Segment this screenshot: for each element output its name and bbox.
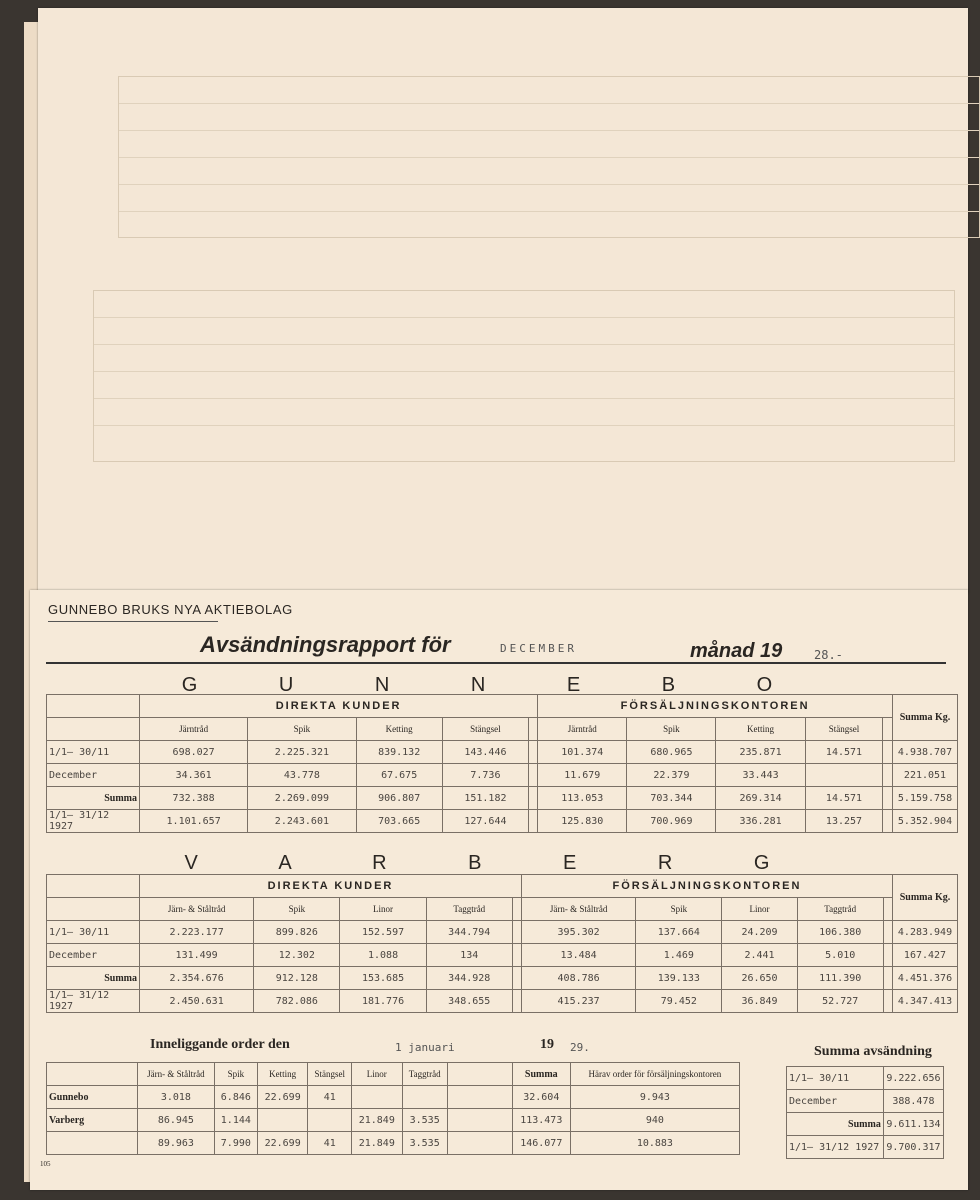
blank-cell [883, 810, 893, 833]
value-cell: 101.374 [538, 741, 627, 764]
value-cell: 14.571 [805, 787, 883, 810]
blank-cell [529, 741, 538, 764]
value-cell: 1.144 [214, 1109, 257, 1132]
column-header: Linor [722, 898, 797, 921]
value-cell: 344.928 [426, 967, 512, 990]
value-cell: 388.478 [883, 1090, 943, 1113]
order-column-header: Ketting [257, 1063, 308, 1086]
value-cell: 139.133 [636, 967, 722, 990]
column-header: Spik [636, 898, 722, 921]
column-header: Spik [254, 898, 340, 921]
table-row [47, 764, 958, 787]
value-cell: 151.182 [442, 787, 528, 810]
column-header: Ketting [716, 718, 805, 741]
blank-cell [883, 990, 892, 1013]
row-label: December [47, 944, 140, 967]
ghost-table [93, 290, 955, 462]
value-cell: 22.379 [627, 764, 716, 787]
row-label: Summa [47, 967, 140, 990]
blank-cell [883, 787, 893, 810]
value-cell: 2.354.676 [140, 967, 254, 990]
value-cell: 113.053 [538, 787, 627, 810]
value-cell: 269.314 [716, 787, 805, 810]
column-header: Järn- & Ståltråd [140, 898, 254, 921]
row-label: 1/1— 31/12 1927 [47, 810, 140, 833]
column-header: Taggtråd [797, 898, 883, 921]
value-cell: 344.794 [426, 921, 512, 944]
value-cell: 41 [308, 1086, 352, 1109]
blank-cell [883, 921, 892, 944]
blank-cell [447, 1063, 512, 1086]
column-header: Järn- & Ståltråd [521, 898, 635, 921]
value-cell: 36.849 [722, 990, 797, 1013]
blank-cell [883, 967, 892, 990]
blank-cell [512, 921, 521, 944]
value-cell: 125.830 [538, 810, 627, 833]
table-row [47, 1132, 740, 1155]
blank-cell [529, 810, 538, 833]
value-cell: 700.969 [627, 810, 716, 833]
value-cell: 43.778 [248, 764, 356, 787]
order-column-header: Järn- & Ståltråd [138, 1063, 215, 1086]
order-year-label: 19 [540, 1037, 554, 1052]
blank-cell [529, 718, 538, 741]
column-header: Järntråd [538, 718, 627, 741]
year-typed: 28.- [814, 648, 843, 662]
value-cell: 111.390 [797, 967, 883, 990]
value-cell: 2.223.177 [140, 921, 254, 944]
order-table [46, 1062, 740, 1155]
value-cell: 89.963 [138, 1132, 215, 1155]
value-cell: 13.257 [805, 810, 883, 833]
table-row [47, 990, 958, 1013]
value-cell: 127.644 [442, 810, 528, 833]
value-cell: 782.086 [254, 990, 340, 1013]
forsalj-header: FÖRSÄLJNINGSKONTOREN [521, 875, 892, 898]
column-header: Stängsel [442, 718, 528, 741]
order-column-header: Linor [352, 1063, 403, 1086]
blank-cell [529, 787, 538, 810]
forsalj-header: FÖRSÄLJNINGSKONTOREN [538, 695, 893, 718]
value-cell: 106.380 [797, 921, 883, 944]
summa-kg-header: Summa Kg. [893, 875, 958, 921]
value-cell: 131.499 [140, 944, 254, 967]
value-cell: 11.679 [538, 764, 627, 787]
value-cell: 336.281 [716, 810, 805, 833]
value-cell: 703.665 [356, 810, 442, 833]
gunnebo-table [46, 694, 958, 833]
value-cell: 2.450.631 [140, 990, 254, 1013]
value-cell: 21.849 [352, 1109, 403, 1132]
value-cell: 12.302 [254, 944, 340, 967]
blank-cell [512, 944, 521, 967]
blank-cell [447, 1109, 512, 1132]
value-cell: 698.027 [140, 741, 248, 764]
blank-cell [47, 718, 140, 741]
table-row [787, 1067, 944, 1090]
value-cell: 395.302 [521, 921, 635, 944]
value-cell: 912.128 [254, 967, 340, 990]
order-year-typed: 29. [570, 1041, 590, 1054]
sum-cell: 146.077 [512, 1132, 570, 1155]
value-cell: 21.849 [352, 1132, 403, 1155]
value-cell: 152.597 [340, 921, 426, 944]
value-cell: 3.535 [402, 1132, 447, 1155]
sum-cell: 5.159.758 [893, 787, 958, 810]
harav-cell: 9.943 [570, 1086, 739, 1109]
value-cell: 2.441 [722, 944, 797, 967]
table-row [47, 967, 958, 990]
value-cell: 137.664 [636, 921, 722, 944]
column-header: Ketting [356, 718, 442, 741]
value-cell: 408.786 [521, 967, 635, 990]
value-cell: 3.018 [138, 1086, 215, 1109]
sum-cell: 113.473 [512, 1109, 570, 1132]
value-cell [402, 1086, 447, 1109]
value-cell: 33.443 [716, 764, 805, 787]
table-row [787, 1136, 944, 1159]
order-date-typed: 1 januari [395, 1041, 455, 1054]
blank-cell [883, 741, 893, 764]
blank-cell [883, 764, 893, 787]
varberg-table [46, 874, 958, 1013]
value-cell: 24.209 [722, 921, 797, 944]
value-cell: 134 [426, 944, 512, 967]
value-cell: 732.388 [140, 787, 248, 810]
row-label: December [787, 1090, 884, 1113]
table-row [47, 741, 958, 764]
value-cell: 7.736 [442, 764, 528, 787]
value-cell: 2.243.601 [248, 810, 356, 833]
direkta-header: DIREKTA KUNDER [140, 695, 538, 718]
ghost-table [118, 76, 980, 238]
row-label: 1/1— 30/11 [787, 1067, 884, 1090]
value-cell: 22.699 [257, 1086, 308, 1109]
value-cell: 680.965 [627, 741, 716, 764]
row-label: 1/1— 30/11 [47, 921, 140, 944]
value-cell: 3.535 [402, 1109, 447, 1132]
value-cell: 34.361 [140, 764, 248, 787]
blank-cell [512, 967, 521, 990]
row-label: Summa [47, 787, 140, 810]
order-column-header: Taggtråd [402, 1063, 447, 1086]
value-cell: 153.685 [340, 967, 426, 990]
sum-cell: 4.283.949 [893, 921, 958, 944]
table-row [47, 810, 958, 833]
sum-cell: 221.051 [893, 764, 958, 787]
summa-avs-title: Summa avsändning [814, 1044, 932, 1059]
value-cell: 9.222.656 [883, 1067, 943, 1090]
report-page [30, 590, 968, 1190]
value-cell [308, 1109, 352, 1132]
report-title: Avsändningsrapport för [200, 632, 451, 657]
value-cell: 2.269.099 [248, 787, 356, 810]
direkta-header: DIREKTA KUNDER [140, 875, 522, 898]
value-cell [805, 764, 883, 787]
blank-cell [512, 990, 521, 1013]
row-label: Summa [787, 1113, 884, 1136]
harav-cell: 10.883 [570, 1132, 739, 1155]
value-cell: 86.945 [138, 1109, 215, 1132]
value-cell: 67.675 [356, 764, 442, 787]
blank-cell [47, 875, 140, 898]
table-row [47, 1109, 740, 1132]
table-row [47, 787, 958, 810]
sum-cell: 4.451.376 [893, 967, 958, 990]
value-cell: 6.846 [214, 1086, 257, 1109]
order-title: Inneliggande order den [150, 1037, 290, 1052]
value-cell: 14.571 [805, 741, 883, 764]
value-cell: 41 [308, 1132, 352, 1155]
order-harav-header: Härav order för försäljningskontoren [570, 1063, 739, 1086]
column-header: Spik [627, 718, 716, 741]
row-label: Gunnebo [47, 1086, 138, 1109]
table-row [47, 1086, 740, 1109]
back-sheet-mirrored [38, 8, 968, 593]
sum-cell: 32.604 [512, 1086, 570, 1109]
value-cell: 1.101.657 [140, 810, 248, 833]
blank-cell [47, 1063, 138, 1086]
month-label: månad 19 [690, 640, 783, 662]
value-cell: 415.237 [521, 990, 635, 1013]
blank-cell [47, 898, 140, 921]
column-header: Linor [340, 898, 426, 921]
order-column-header: Stängsel [308, 1063, 352, 1086]
sum-cell: 5.352.904 [893, 810, 958, 833]
column-header: Järntråd [140, 718, 248, 741]
month-typed: DECEMBER [500, 642, 577, 655]
value-cell: 1.088 [340, 944, 426, 967]
value-cell: 181.776 [340, 990, 426, 1013]
blank-cell [447, 1086, 512, 1109]
varberg-heading: V A R B E R G [184, 852, 808, 874]
summa-avs-table [786, 1066, 944, 1159]
blank-cell [883, 944, 892, 967]
sum-cell: 167.427 [893, 944, 958, 967]
order-summa-header: Summa [512, 1063, 570, 1086]
blank-cell [883, 718, 893, 741]
table-row [787, 1090, 944, 1113]
row-label [47, 1132, 138, 1155]
sum-cell: 4.347.413 [893, 990, 958, 1013]
value-cell: 899.826 [254, 921, 340, 944]
value-cell [352, 1086, 403, 1109]
value-cell: 1.469 [636, 944, 722, 967]
row-label: Varberg [47, 1109, 138, 1132]
blank-cell [883, 898, 892, 921]
sum-cell: 4.938.707 [893, 741, 958, 764]
value-cell: 235.871 [716, 741, 805, 764]
value-cell: 143.446 [442, 741, 528, 764]
harav-cell: 940 [570, 1109, 739, 1132]
footer-code: 105 [40, 1160, 51, 1168]
value-cell: 9.611.134 [883, 1113, 943, 1136]
value-cell: 7.990 [214, 1132, 257, 1155]
row-label: 1/1— 30/11 [47, 741, 140, 764]
value-cell: 839.132 [356, 741, 442, 764]
company-name: GUNNEBO BRUKS NYA AKTIEBOLAG [48, 602, 293, 617]
order-column-header: Spik [214, 1063, 257, 1086]
value-cell: 22.699 [257, 1132, 308, 1155]
value-cell: 52.727 [797, 990, 883, 1013]
blank-cell [512, 898, 521, 921]
table-row [787, 1113, 944, 1136]
summa-kg-header: Summa Kg. [893, 695, 958, 741]
column-header: Spik [248, 718, 356, 741]
table-row [47, 921, 958, 944]
value-cell: 2.225.321 [248, 741, 356, 764]
value-cell [257, 1109, 308, 1132]
blank-cell [47, 695, 140, 718]
value-cell: 906.807 [356, 787, 442, 810]
value-cell: 13.484 [521, 944, 635, 967]
column-header: Taggtråd [426, 898, 512, 921]
blank-cell [447, 1132, 512, 1155]
column-header: Stängsel [805, 718, 883, 741]
table-row [47, 944, 958, 967]
row-label: 1/1— 31/12 1927 [787, 1136, 884, 1159]
value-cell: 26.650 [722, 967, 797, 990]
blank-cell [529, 764, 538, 787]
value-cell: 5.010 [797, 944, 883, 967]
value-cell: 79.452 [636, 990, 722, 1013]
row-label: December [47, 764, 140, 787]
value-cell: 703.344 [627, 787, 716, 810]
value-cell: 9.700.317 [883, 1136, 943, 1159]
row-label: 1/1— 31/12 1927 [47, 990, 140, 1013]
gunnebo-heading: G U N N E B O [181, 674, 811, 696]
value-cell: 348.655 [426, 990, 512, 1013]
